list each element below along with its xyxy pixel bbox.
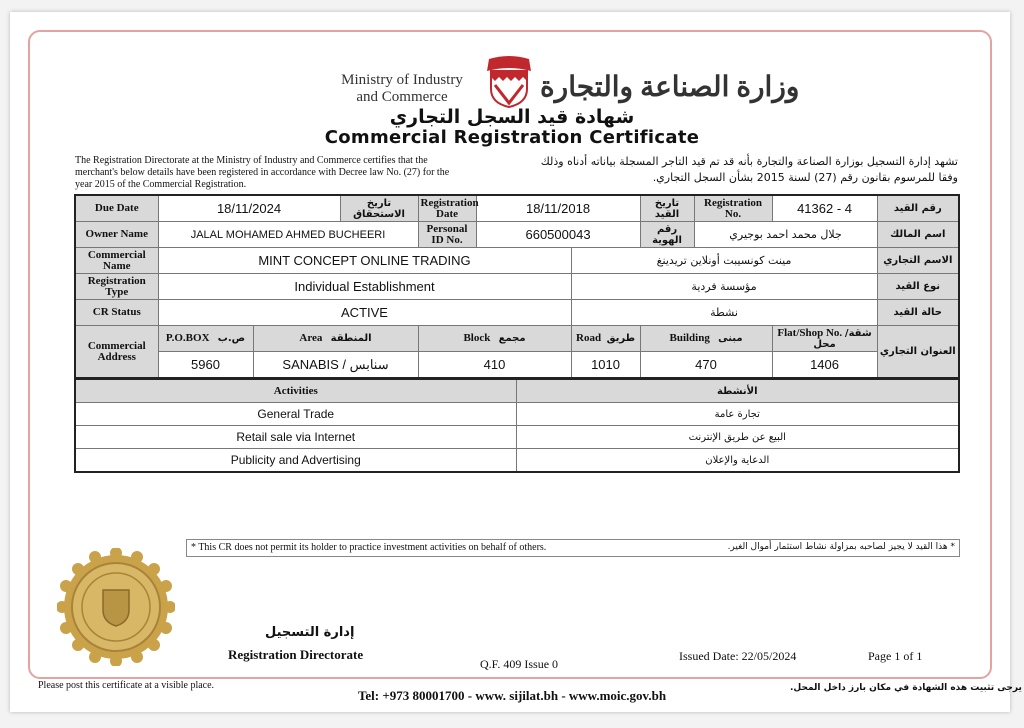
form-number: Q.F. 409 Issue 0 <box>480 657 559 671</box>
block-label-en: Block <box>463 332 491 344</box>
table-row <box>75 379 959 403</box>
area-label <box>253 326 418 352</box>
disclaimer-ar: * هذا القيد لا يجيز لصاحبه بمزاولة نشاط استثمار أموال الغير. <box>727 542 955 552</box>
commercial-name-ar: مينت كونسيبت أونلاين تريدينغ <box>571 248 877 274</box>
personal-id-value: 660500043 <box>476 222 640 248</box>
cr-status-ar: نشطة <box>571 300 877 326</box>
flat-label <box>772 326 877 352</box>
table-row <box>75 195 959 222</box>
contact-line: Tel: +973 80001700 - www. sijilat.bh - www.moic.gov.bh <box>357 688 667 703</box>
table-row <box>75 352 959 379</box>
flat-value: 1406 <box>772 352 877 379</box>
building-label-en: Building <box>669 332 710 344</box>
page-number: Page 1 of 1 <box>868 649 923 663</box>
area-label-en: Area <box>299 332 323 344</box>
cr-status-label-ar: حالة القيد <box>877 300 959 326</box>
table-row <box>75 222 959 248</box>
personal-id-label: Personal ID No. <box>418 222 476 248</box>
registration-type-label-ar: نوع القيد <box>877 274 959 300</box>
certificate-title-ar: شهادة قيد السجل التجاري <box>389 106 635 128</box>
table-row <box>75 403 959 426</box>
area-value: SANABIS / سنابس <box>253 352 418 379</box>
registration-date-value: 18/11/2018 <box>476 195 640 222</box>
due-date-label: Due Date <box>75 195 158 222</box>
table-row <box>75 300 959 326</box>
table-row <box>75 449 959 473</box>
disclaimer-en: * This CR does not permit its holder to practice investment activities on behalf of others. <box>191 542 547 553</box>
certificate-title-en: Commercial Registration Certificate <box>324 127 700 148</box>
table-row <box>75 326 959 352</box>
directorate-en: Registration Directorate <box>228 647 364 662</box>
owner-name-label: Owner Name <box>75 222 158 248</box>
road-label <box>571 326 640 352</box>
personal-id-label-ar: رقم الهوية <box>640 222 694 248</box>
pobox-label-en: P.O.BOX <box>165 332 210 344</box>
commercial-address-label: Commercial Address <box>75 326 158 379</box>
intro-text-ar: تشهد إدارة التسجيل بوزارة الصناعة والتجارة بأنه قد تم قيد التاجر المسجلة بياناته أدناه وذلك وفقا للمرسوم بقانون رقم (27) لسنة 2015 بشأن السجل التجاري. <box>540 155 958 184</box>
registration-type-en: Individual Establishment <box>158 274 571 300</box>
intro-text-en: The Registration Directorate at the Ministry of Industry and Commerce certifies that the merchant's below details have been registered in accordance with Decree law No. (27) for the year 2015 of the Commercial Registration. <box>75 155 450 190</box>
cr-status-label: CR Status <box>75 300 158 326</box>
activities-header-ar: الأنشطة <box>516 379 959 403</box>
road-value: 1010 <box>571 352 640 379</box>
owner-name-label-ar: اسم المالك <box>877 222 959 248</box>
owner-name-ar: جلال محمد احمد بوجيري <box>694 222 877 248</box>
pobox-value: 5960 <box>158 352 253 379</box>
table-row <box>75 248 959 274</box>
posting-note-ar: يرجى تثبيت هذه الشهادة في مكان بارز داخل المحل. <box>790 683 1022 693</box>
commercial-name-label-ar: الاسم التجاري <box>877 248 959 274</box>
ministry-name-line2: and Commerce <box>356 89 448 105</box>
commercial-name-en: MINT CONCEPT ONLINE TRADING <box>158 248 571 274</box>
flat-label-ar: شقة/محل <box>813 327 872 350</box>
activities-header-en: Activities <box>75 379 516 403</box>
registration-date-label: Registration Date <box>418 195 476 222</box>
registration-no-label: Registration No. <box>694 195 772 222</box>
registration-date-label-ar: تاريخ القيد <box>640 195 694 222</box>
owner-name-en: JALAL MOHAMED AHMED BUCHEERI <box>158 222 418 248</box>
registration-type-ar: مؤسسة فردية <box>571 274 877 300</box>
issued-date: Issued Date: 22/05/2024 <box>679 649 797 663</box>
activity-ar: تجارة عامة <box>516 403 959 426</box>
pobox-label <box>158 326 253 352</box>
block-label-ar: مجمع <box>498 333 526 344</box>
building-label-ar: مبنى <box>718 333 743 344</box>
block-label <box>418 326 571 352</box>
activity-en: Retail sale via Internet <box>75 426 516 449</box>
pobox-label-ar: ص.ب <box>217 333 246 344</box>
registration-no-label-ar: رقم القيد <box>877 195 959 222</box>
registration-type-label: Registration Type <box>75 274 158 300</box>
road-label-ar: طريق <box>606 333 636 344</box>
table-row <box>75 426 959 449</box>
bahrain-emblem-icon <box>483 55 535 109</box>
road-label-en: Road <box>576 332 602 344</box>
block-value: 410 <box>418 352 571 379</box>
commercial-name-label: Commercial Name <box>75 248 158 274</box>
ministry-name-en <box>327 72 477 106</box>
building-value: 470 <box>640 352 772 379</box>
ministry-name-line1: Ministry of Industry <box>341 72 463 88</box>
gold-seal-icon <box>57 548 175 666</box>
area-label-ar: المنطقة <box>330 333 372 344</box>
due-date-label-ar: تاريخ الاستحقاق <box>340 195 418 222</box>
activity-en: Publicity and Advertising <box>75 449 516 473</box>
commercial-address-label-ar: العنوان التجاري <box>877 326 959 379</box>
directorate-ar: إدارة التسجيل <box>265 625 355 640</box>
registration-details-table <box>74 194 960 379</box>
posting-note-en: Please post this certificate at a visible place. <box>38 680 215 691</box>
building-label <box>640 326 772 352</box>
cr-status-en: ACTIVE <box>158 300 571 326</box>
activity-ar: الدعاية والإعلان <box>516 449 959 473</box>
disclaimer-note <box>186 539 960 557</box>
flat-label-en: Flat/Shop No. <box>777 326 843 339</box>
registration-no-value: 41362 - 4 <box>772 195 877 222</box>
activity-en: General Trade <box>75 403 516 426</box>
activities-table <box>74 378 960 473</box>
ministry-name-ar: وزارة الصناعة والتجارة <box>540 72 800 103</box>
activity-ar: البيع عن طريق الإنترنت <box>516 426 959 449</box>
table-row <box>75 274 959 300</box>
due-date-value: 18/11/2024 <box>158 195 340 222</box>
